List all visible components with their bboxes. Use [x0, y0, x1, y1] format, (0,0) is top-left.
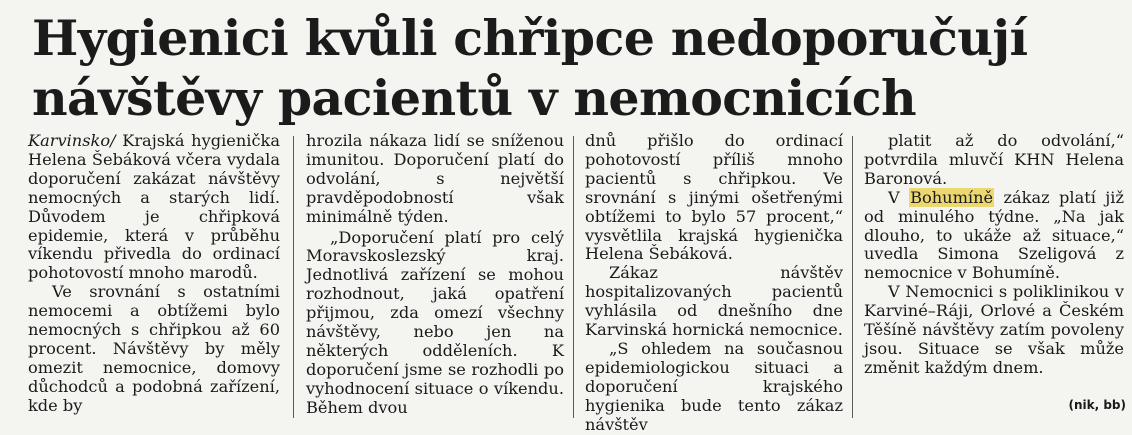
paragraph: hrozila nákaza lidí se sníženou imunitou. Doporučení platí do odvolání, s největší pravděpodobností však minimálně týden. [306, 131, 564, 226]
column-rule [573, 136, 574, 418]
paragraph: V Nemocnici s poliklinikou v Karviné–Ráji, Orlové a Českém Těšíně návštěvy zatím povoleny jsou. Situace se však může změnit každým dnem. [864, 282, 1124, 377]
paragraph: „Doporučení platí pro celý Moravskoslezský kraj. Jednotlivá zařízení se mohou rozhodnout, jaká opatření přijmou, zda omezí všechny návštěvy, nebo jen na některých odděleních. K doporučení jsme se rozhodli po vyhodnocení situace o víkendu. Během dvou [306, 227, 564, 417]
column-rule [293, 136, 294, 418]
paragraph: Zákaz návštěv hospitalizovaných pacientů vyhlásila od dnešního dne Karvinská hornická nemocnice. [585, 263, 843, 340]
dateline: Karvinsko/ [28, 131, 116, 150]
article-column-1 [28, 132, 280, 416]
paragraph-text: zákaz platí již od minulého týdne. „Na jak dlouho, to ukáže až situace,“ uvedla Simona Szeligová z nemocnice v Bohumíně. [864, 187, 1125, 283]
paragraph [864, 189, 1124, 284]
paragraph-text: Krajská hygienička Helena Šebáková včera vydala doporučení zakázat návštěvy nemocných a starých lidí. Důvodem je chřipková epidemie, která v průběhu víkendu přivedla do ordinací pohotovostí mnoho marodů. [28, 131, 280, 283]
paragraph: dnů přišlo do ordinací pohotovostí příliš mnoho pacientů s chřipkou. Ve srovnání s jinými ošetřenými obtížemi to bylo 57 procent,“ vysvětlila krajská hygienička Helena Šebáková. [585, 131, 843, 264]
paragraph: Ve srovnání s ostatními nemocemi a obtížemi bylo nemocných s chřipkou až 60 procent. Návštěvy by měly omezit nemocnice, domovy důchodců a podobná zařízení, kde by [28, 282, 280, 415]
author-signature: (nik, bb) [1068, 398, 1126, 412]
paragraph: „S ohledem na současnou epidemiologickou situaci a doporučení krajského hygienika bude tento zákaz návštěv [585, 338, 843, 434]
paragraph-text: V [888, 187, 910, 207]
headline-line-2: návštěvy pacientů v nemocnicích [32, 69, 917, 127]
article-column-4 [864, 132, 1124, 378]
paragraph [28, 132, 280, 283]
column-rule [852, 136, 853, 418]
article-column-2 [306, 132, 564, 418]
article-headline [32, 8, 1122, 128]
highlighted-word: Bohumíně [910, 187, 994, 207]
headline-line-1: Hygienici kvůli chřipce nedoporučují [32, 9, 1028, 67]
article-column-3 [585, 132, 843, 435]
paragraph: platit až do odvolání,“ potvrdila mluvčí KHN Helena Baronová. [864, 131, 1124, 188]
